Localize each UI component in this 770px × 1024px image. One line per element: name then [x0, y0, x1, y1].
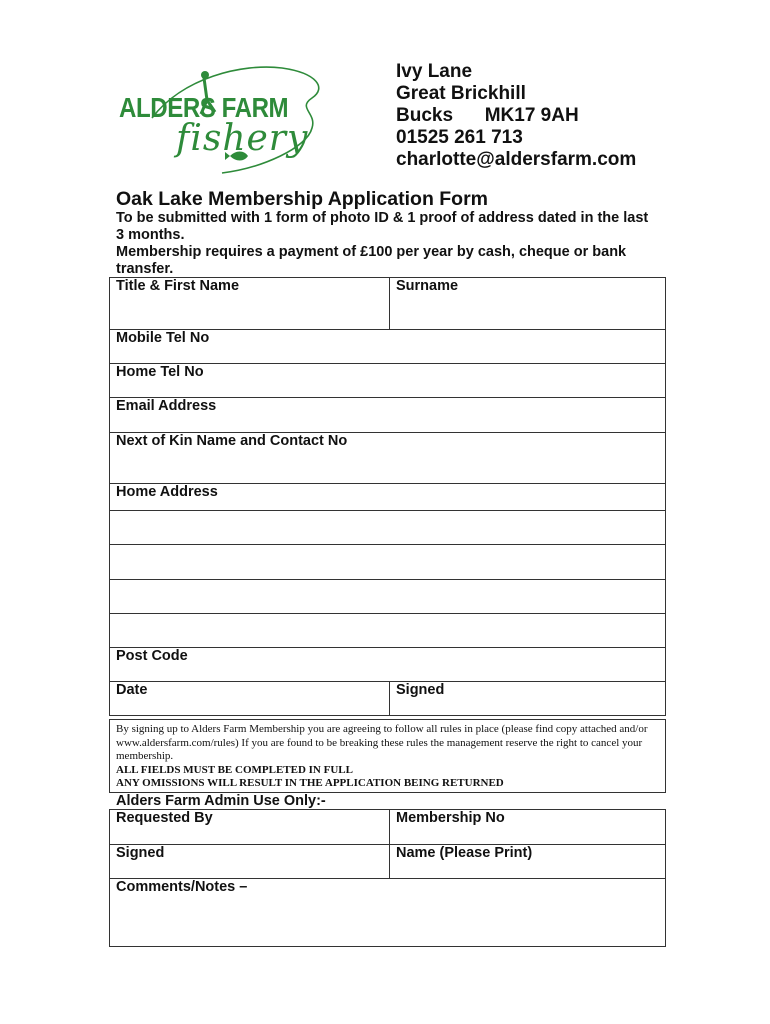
- address-line-input[interactable]: [110, 511, 666, 545]
- field-label: Date: [116, 682, 148, 698]
- form-instructions: [116, 210, 656, 278]
- comments-field[interactable]: [110, 879, 666, 947]
- field-label: Home Tel No: [116, 364, 204, 380]
- field-label: Email Address: [116, 398, 217, 414]
- date-field[interactable]: [110, 682, 390, 716]
- home-address-field[interactable]: [110, 484, 666, 511]
- address-line-input[interactable]: [110, 614, 666, 648]
- field-label: Name (Please Print): [396, 845, 533, 861]
- field-label: Mobile Tel No: [116, 330, 210, 346]
- address-line-input[interactable]: [110, 545, 666, 580]
- membership-no-field[interactable]: [390, 810, 666, 845]
- name-print-field[interactable]: [390, 845, 666, 879]
- field-label: Signed: [396, 682, 445, 698]
- intro-payment: Membership requires a payment of £100 per year by cash, cheque or bank transfer.: [116, 244, 627, 277]
- page-title: Oak Lake Membership Application Form: [116, 188, 489, 210]
- field-label: Membership No: [396, 810, 505, 826]
- field-label: Signed: [116, 845, 165, 861]
- terms-warning-1: ALL FIELDS MUST BE COMPLETED IN FULL: [116, 763, 353, 776]
- field-label: Surname: [396, 278, 459, 294]
- logo-wordmark: ALDERS FARM: [119, 92, 289, 123]
- terms-text: By signing up to Alders Farm Membership you are agreeing to follow all rules in place (please find copy attached and/or www.aldersfarm.com/rules) If you are found to be breaking these rules the management reserve the right to cancel your membership.: [116, 723, 648, 762]
- field-label: Next of Kin Name and Contact No: [116, 433, 348, 449]
- address-line-1: Ivy Lane: [396, 61, 473, 82]
- membership-form-table: [109, 277, 666, 716]
- admin-signed-field[interactable]: [110, 845, 390, 879]
- signed-field[interactable]: [390, 682, 666, 716]
- field-label: Comments/Notes –: [116, 879, 248, 895]
- mobile-field[interactable]: [110, 330, 666, 364]
- terms-notice: [109, 719, 666, 793]
- post-code-field[interactable]: [110, 648, 666, 682]
- terms-warning-2: ANY OMISSIONS WILL RESULT IN THE APPLICATION BEING RETURNED: [116, 777, 504, 789]
- requested-by-field[interactable]: [110, 810, 390, 845]
- alders-farm-logo: [112, 58, 332, 178]
- address-line-input[interactable]: [110, 580, 666, 614]
- logo-script: fishery: [176, 118, 309, 159]
- contact-address: [396, 61, 636, 171]
- address-line-3: Bucks MK17 9AH: [396, 105, 579, 126]
- home-tel-field[interactable]: [110, 364, 666, 398]
- contact-phone: 01525 261 713: [396, 127, 523, 148]
- field-label: Title & First Name: [116, 278, 240, 294]
- address-line-2: Great Brickhill: [396, 83, 526, 104]
- title-first-name-field[interactable]: [110, 278, 390, 330]
- admin-table: [109, 809, 666, 947]
- field-label: Requested By: [116, 810, 213, 826]
- contact-email: charlotte@aldersfarm.com: [396, 149, 637, 170]
- field-label: Post Code: [116, 648, 188, 664]
- next-of-kin-field[interactable]: [110, 433, 666, 484]
- intro-id-requirement: To be submitted with 1 form of photo ID & 1 proof of address dated in the last 3 months.: [116, 210, 649, 243]
- email-field[interactable]: [110, 398, 666, 433]
- field-label: Home Address: [116, 484, 218, 500]
- admin-section-heading: Alders Farm Admin Use Only:-: [116, 793, 326, 809]
- surname-field[interactable]: [390, 278, 666, 330]
